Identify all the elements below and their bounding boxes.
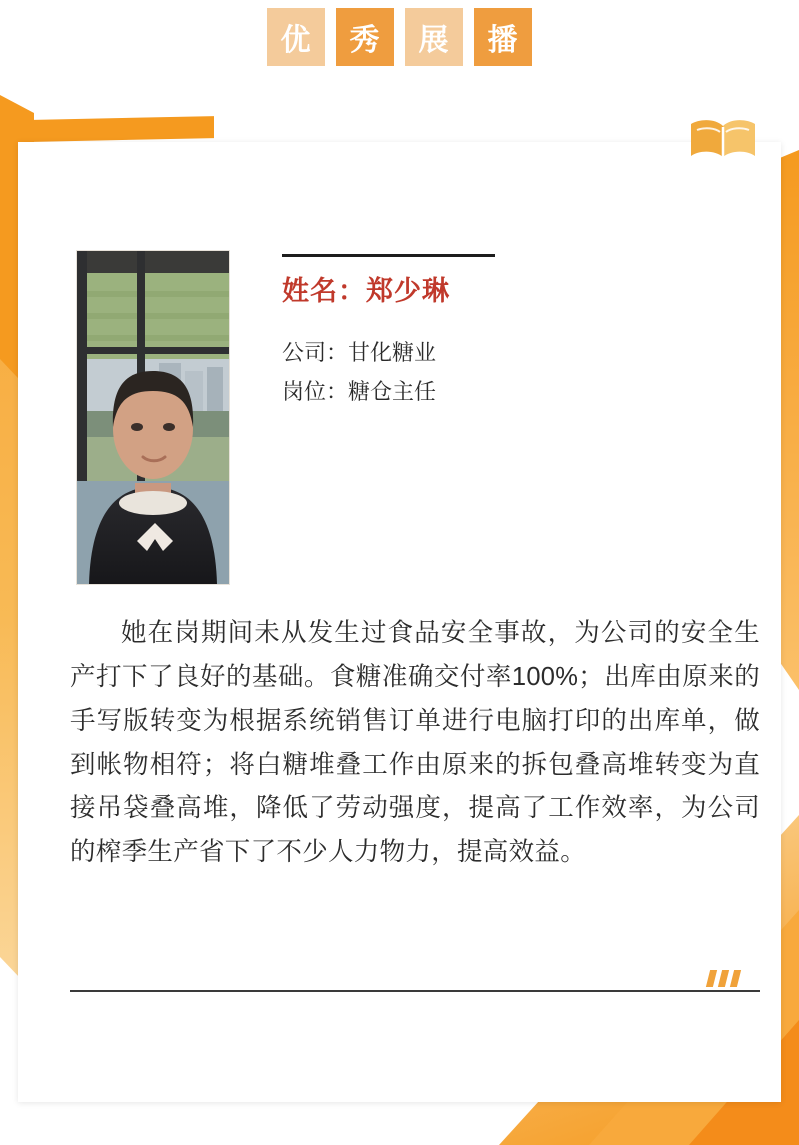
person-name: 姓名：郑少琳 [282, 276, 450, 306]
footer-mark-2 [718, 970, 729, 987]
header-tile-3-label: 展 [418, 24, 450, 57]
company-line: 公司：甘化糖业 [282, 340, 437, 365]
header-tile-1 [267, 8, 325, 66]
header-tile-2-label: 秀 [349, 24, 381, 57]
avatar [76, 250, 230, 585]
decor-top-left-bar [34, 116, 214, 142]
footer-mark-1 [706, 970, 717, 987]
position-line: 岗位：糖仓主任 [282, 378, 437, 404]
header-tile-1-label: 优 [280, 24, 312, 57]
header-tile-4 [474, 8, 532, 66]
open-book-icon [687, 116, 759, 162]
profile-info [282, 250, 495, 585]
footer-accent-marks [708, 970, 739, 987]
profile-section [76, 250, 495, 585]
content-card [18, 142, 781, 1102]
footer-divider [70, 990, 760, 992]
description-paragraph: 她在岗期间未从发生过食品安全事故，为公司的安全生产打下了良好的基础。食糖准确交付率100%；出库由原来的手写版转变为根据系统销售订单进行电脑打印的出库单，做到帐物相符；将白糖堆叠工作由原来的拆包叠高堆转变为直接吊袋叠高堆，降低了劳动强度，提高了工作效率，为公司的榨季生产省下了不少人力物力，提高效益。 [70, 619, 760, 867]
header-title-tiles [0, 8, 799, 66]
header-tile-2 [336, 8, 394, 66]
name-underline [282, 254, 495, 257]
header-tile-4-label: 播 [487, 24, 519, 57]
footer-mark-3 [730, 970, 741, 987]
header-tile-3 [405, 8, 463, 66]
